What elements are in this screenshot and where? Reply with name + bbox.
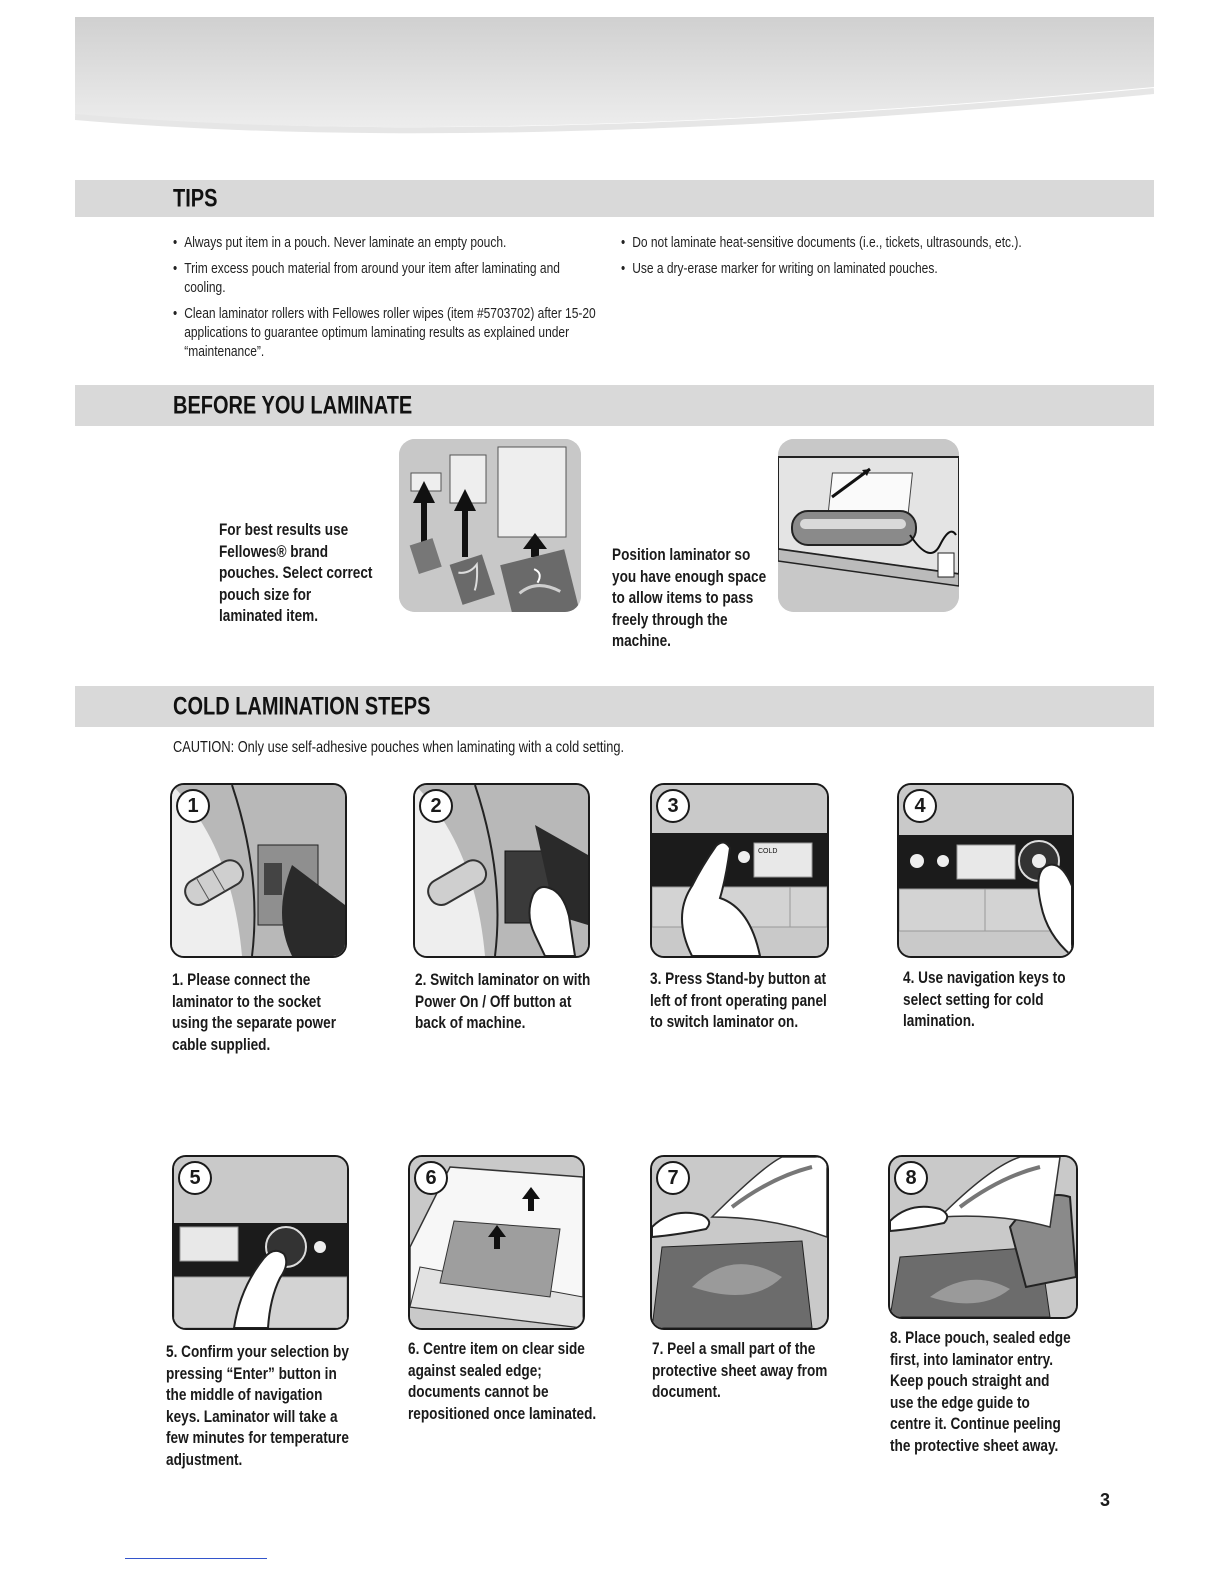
before-section-bar xyxy=(75,385,1154,426)
page-number: 3 xyxy=(1100,1490,1111,1510)
step-number-badge: 6 xyxy=(414,1161,448,1195)
step-7-caption: 7. Peel a small part of the protective sheet away from document. xyxy=(652,1339,828,1401)
tips-left-column xyxy=(173,233,601,368)
step-8-panel xyxy=(888,1155,1078,1319)
footer-rule xyxy=(125,1558,267,1559)
cold-section-bar xyxy=(75,686,1154,727)
step-number-badge: 3 xyxy=(656,789,690,823)
position-instruction: Position laminator so you have enough space to allow items to pass freely through the machine. xyxy=(612,545,767,650)
step-number-badge: 5 xyxy=(178,1161,212,1195)
header-banner xyxy=(75,17,1154,153)
tip-item: • Use a dry-erase marker for writing on laminated pouches. xyxy=(621,259,1069,278)
step-1-panel xyxy=(170,783,347,958)
step-5-panel xyxy=(172,1155,349,1330)
step-number-badge: 1 xyxy=(176,789,210,823)
step-4-panel xyxy=(897,783,1074,958)
display-cold-label: COLD xyxy=(758,848,778,855)
step-8-caption: 8. Place pouch, sealed edge first, into laminator entry. Keep pouch straight and use the edge guide to centre it. Continue peeling the protective sheet away. xyxy=(890,1328,1071,1455)
step-7-panel xyxy=(650,1155,829,1330)
tip-item: • Clean laminator rollers with Fellowes roller wipes (item #5703702) after 15-20 applications to guarantee optimum laminating results as explained under “maintenance”. xyxy=(173,304,601,361)
step-2-panel xyxy=(413,783,590,958)
laminator-position-illustration xyxy=(778,439,959,612)
step-3-panel xyxy=(650,783,829,958)
tip-item: • Trim excess pouch material from around your item after laminating and cooling. xyxy=(173,259,601,297)
tips-right-column xyxy=(621,233,1069,285)
step-5-caption: 5. Confirm your selection by pressing “Enter” button in the middle of navigation keys. Laminator will take a few minutes for temperature adjustment. xyxy=(166,1342,349,1469)
step-3-caption: 3. Press Stand-by button at left of front operating panel to switch laminator on. xyxy=(650,969,827,1031)
tips-section-bar xyxy=(75,180,1154,217)
tip-item: • Do not laminate heat-sensitive documents (i.e., tickets, ultrasounds, etc.). xyxy=(621,233,1069,252)
tips-heading: TIPS xyxy=(173,184,218,212)
step-2-caption: 2. Switch laminator on with Power On / Off button at back of machine. xyxy=(415,970,591,1032)
step-1-caption: 1. Please connect the laminator to the socket using the separate power cable supplied. xyxy=(172,970,336,1054)
tip-item: • Always put item in a pouch. Never laminate an empty pouch. xyxy=(173,233,601,252)
pouch-size-illustration xyxy=(399,439,581,612)
pouches-instruction: For best results use Fellowes® brand pouches. Select correct pouch size for laminated item. xyxy=(219,520,373,625)
cold-heading: COLD LAMINATION STEPS xyxy=(173,692,431,720)
before-heading: BEFORE YOU LAMINATE xyxy=(173,391,413,419)
step-4-caption: 4. Use navigation keys to select setting for cold lamination. xyxy=(903,968,1066,1030)
step-6-caption: 6. Centre item on clear side against sealed edge; documents cannot be repositioned once laminated. xyxy=(408,1339,597,1423)
step-6-panel xyxy=(408,1155,585,1330)
step-number-badge: 8 xyxy=(894,1161,928,1195)
step-number-badge: 2 xyxy=(419,789,453,823)
caution-text: CAUTION: Only use self-adhesive pouches when laminating with a cold setting. xyxy=(173,739,625,756)
step-number-badge: 7 xyxy=(656,1161,690,1195)
step-number-badge: 4 xyxy=(903,789,937,823)
